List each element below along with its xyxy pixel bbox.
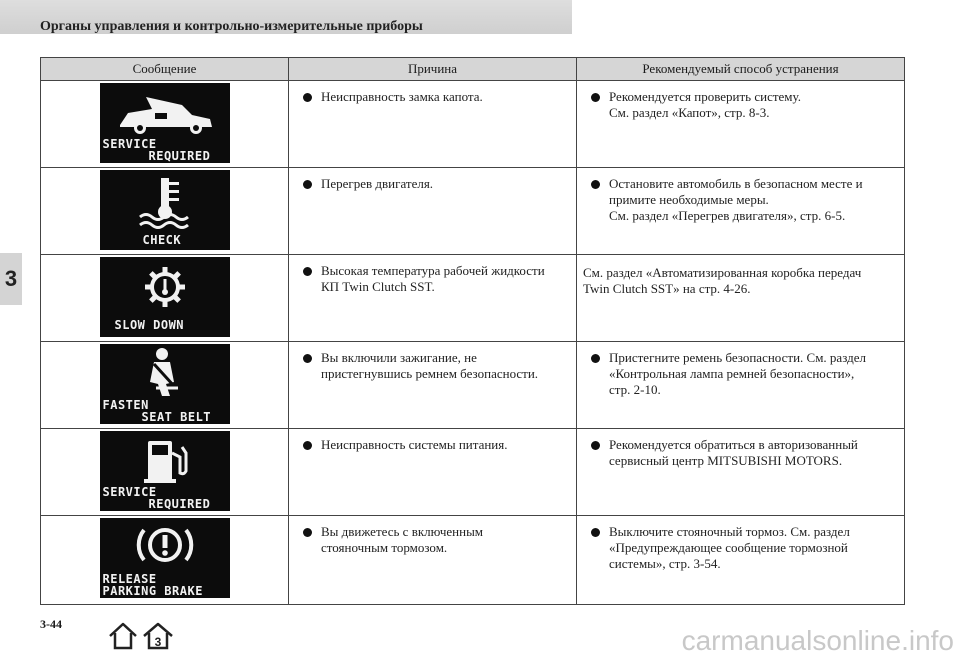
bullet-icon: [591, 93, 600, 102]
watermark: carmanualsonline.info: [681, 625, 954, 656]
remedy-text-line: «Предупреждающее сообщение тормозной: [609, 540, 848, 555]
bullet-icon: [591, 441, 600, 450]
cause-cell: [289, 342, 577, 429]
chapter-tab: [0, 253, 22, 305]
table-row: [41, 429, 905, 516]
remedy-text-line: стр. 2-10.: [609, 382, 661, 397]
message-cell: [41, 168, 289, 255]
remedy-cell: [577, 255, 905, 342]
remedy-text-line: См. раздел «Автоматизированная коробка передач: [583, 265, 862, 280]
cause-cell: [289, 516, 577, 605]
cause-text-line: пристегнувшись ремнем безопасности.: [321, 366, 539, 381]
display-line-2: PARKING BRAKE: [102, 584, 203, 598]
display-screen: [100, 344, 230, 424]
remedy-cell: [577, 342, 905, 429]
remedy-text-line: См. раздел «Капот», стр. 8-3.: [609, 105, 770, 120]
bullet-icon: [591, 354, 600, 363]
page-header-title: Органы управления и контрольно-измерительные приборы: [40, 19, 423, 34]
display-line-1: SERVICE: [102, 485, 157, 499]
cause-text: Перегрев двигателя.: [321, 176, 434, 191]
cause-text-line: стояночным тормозом.: [321, 540, 448, 555]
chapter-number: 3: [4, 266, 18, 291]
display-line-1: CHECK: [142, 233, 182, 247]
cause-cell: [289, 429, 577, 516]
bullet-icon: [303, 93, 312, 102]
table-row: [41, 342, 905, 429]
cause-cell: [289, 168, 577, 255]
table-row: [41, 516, 905, 605]
cause-text-line: Вы движетесь с включенным: [321, 524, 484, 539]
cause-cell: [289, 255, 577, 342]
message-cell: [41, 429, 289, 516]
display-screen: [100, 83, 230, 163]
table-row: [41, 168, 905, 255]
cause-text-line: Вы включили зажигание, не: [321, 350, 477, 365]
display-line-2: REQUIRED: [148, 497, 211, 511]
home-icon[interactable]: [110, 624, 136, 648]
remedy-cell: [577, 516, 905, 605]
bullet-icon: [303, 180, 312, 189]
remedy-text-line: Пристегните ремень безопасности. См. раздел: [609, 350, 866, 365]
display-line-1: SLOW DOWN: [114, 318, 185, 332]
remedy-text-line: Выключите стояночный тормоз. См. раздел: [609, 524, 850, 539]
remedy-text-line: См. раздел «Перегрев двигателя», стр. 6-5.: [609, 208, 846, 223]
toc-icon[interactable]: [144, 624, 172, 649]
table-row: [41, 81, 905, 168]
remedy-cell: [577, 429, 905, 516]
display-screen: [100, 518, 230, 598]
display-line-2: REQUIRED: [148, 149, 211, 163]
remedy-text-line: «Контрольная лампа ремней безопасности»,: [609, 366, 855, 381]
cause-text-line: КП Twin Clutch SST.: [321, 279, 435, 294]
column-header-remedy: Рекомендуемый способ устранения: [577, 58, 905, 81]
remedy-text-line: Рекомендуется проверить систему.: [609, 89, 801, 104]
cause-cell: [289, 81, 577, 168]
toc-icon-label: 3: [154, 635, 162, 649]
display-line-1: SERVICE: [102, 137, 157, 151]
cause-text-line: Высокая температура рабочей жидкости: [321, 263, 545, 278]
remedy-text-line: Twin Clutch SST» на стр. 4-26.: [583, 281, 751, 296]
remedy-cell: [577, 81, 905, 168]
cause-text: Неисправность системы питания.: [321, 437, 508, 452]
remedy-text-line: системы», стр. 3-54.: [609, 556, 721, 571]
remedy-cell: [577, 168, 905, 255]
nav-icons: [108, 621, 178, 656]
display-line-1: FASTEN: [102, 398, 149, 412]
message-cell: [41, 81, 289, 168]
column-header-message: Сообщение: [41, 58, 289, 81]
page-number: 3-44: [40, 617, 62, 631]
cause-text: Неисправность замка капота.: [321, 89, 483, 104]
message-cell: [41, 255, 289, 342]
message-table: [40, 57, 905, 605]
bullet-icon: [591, 180, 600, 189]
bullet-icon: [303, 354, 312, 363]
column-header-cause: Причина: [289, 58, 577, 81]
message-cell: [41, 516, 289, 605]
message-cell: [41, 342, 289, 429]
table-row: [41, 255, 905, 342]
display-screen: [100, 170, 230, 250]
bullet-icon: [591, 528, 600, 537]
bullet-icon: [303, 267, 312, 276]
remedy-text-line: сервисный центр MITSUBISHI MOTORS.: [609, 453, 843, 468]
display-line-1: RELEASE: [102, 572, 157, 586]
remedy-text-line: Остановите автомобиль в безопасном месте и: [609, 176, 863, 191]
display-line-2: SEAT BELT: [141, 410, 212, 424]
display-screen: [100, 257, 230, 337]
bullet-icon: [303, 528, 312, 537]
remedy-text-line: примите необходимые меры.: [609, 192, 769, 207]
bullet-icon: [303, 441, 312, 450]
remedy-text-line: Рекомендуется обратиться в авторизованный: [609, 437, 858, 452]
table-header-row: [41, 58, 905, 81]
display-screen: [100, 431, 230, 511]
